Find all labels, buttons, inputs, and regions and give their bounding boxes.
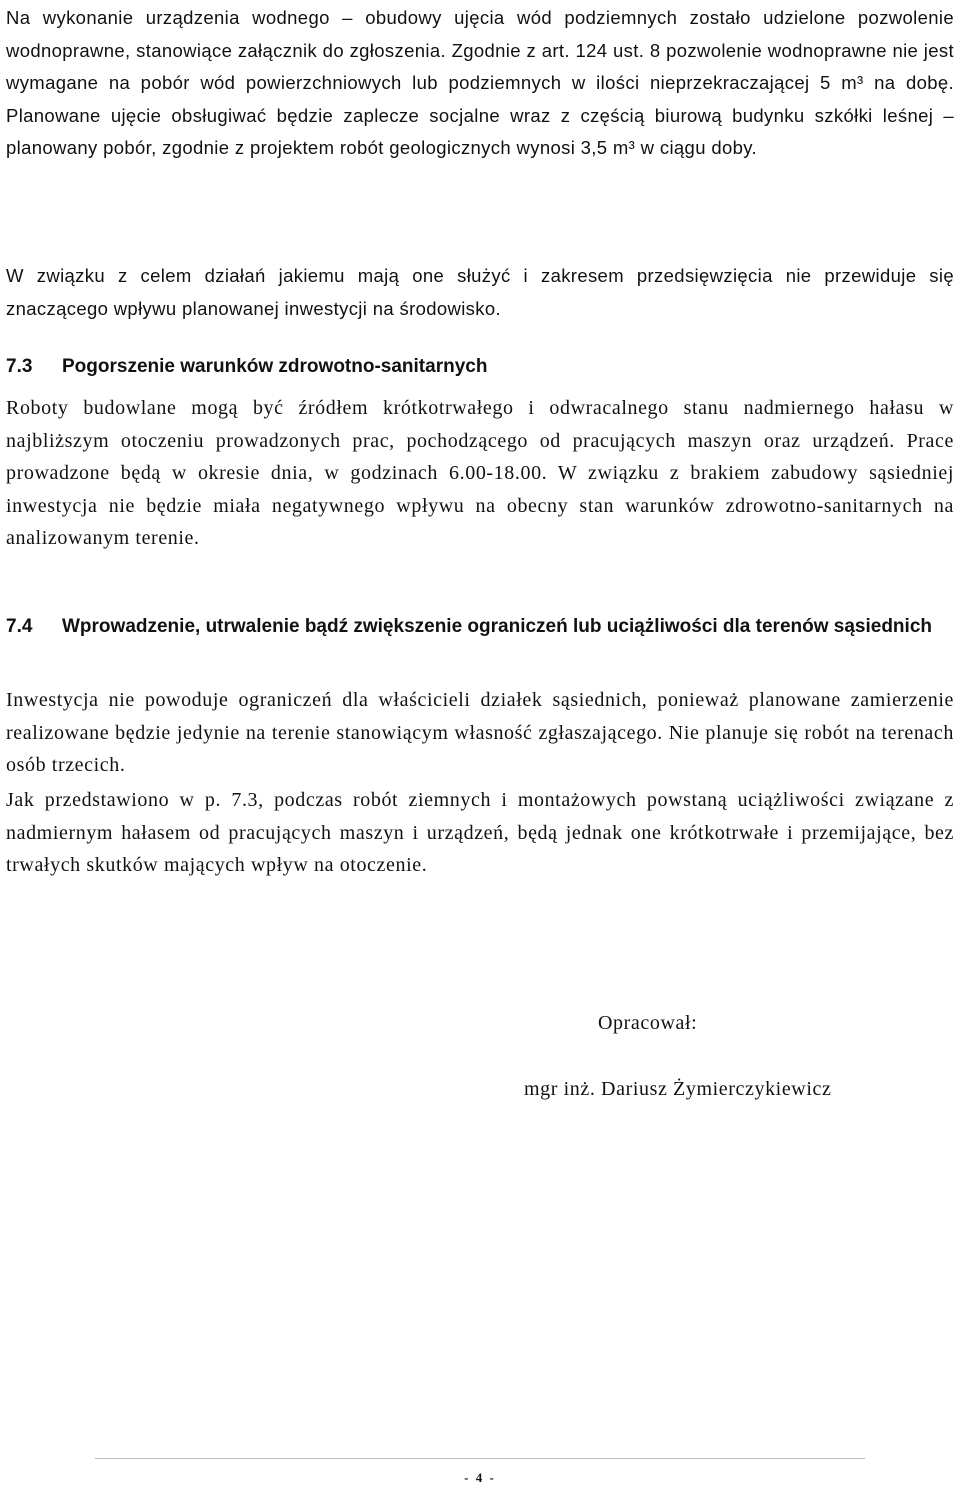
signature-label: Opracował:: [598, 1012, 698, 1034]
section-title: Wprowadzenie, utrwalenie bądź zwiększenie ograniczeń lub uciążliwości dla terenów sąsiednich: [62, 616, 932, 637]
paragraph-construction-noise: Roboty budowlane mogą być źródłem krótkotrwałego i odwracalnego stanu nadmiernego hałasu w najbliższym otoczeniu prowadzonych prac, pochodzącego od pracujących maszyn oraz urządzeń. Prace prowadzone będą w okresie dnia, w godzinach 6.00-18.00. W związku z brakiem zabudowy sąsiedniej inwestycja nie będzie miała negatywnego wpływu na obecny stan warunków zdrowotno-sanitarnych na analizowanym terenie.: [6, 397, 954, 549]
section-title: Pogorszenie warunków zdrowotno-sanitarnych: [62, 356, 488, 377]
paragraph-environmental-impact: W związku z celem działań jakiemu mają one służyć i zakresem przedsięwzięcia nie przewiduje się znaczącego wpływu planowanej inwestycji na środowisko.: [6, 265, 954, 319]
section-number: 7.3: [6, 356, 33, 377]
paragraph-temporary-nuisance: Jak przedstawiono w p. 7.3, podczas robót ziemnych i montażowych powstaną uciążliwości związane z nadmiernym hałasem od pracujących maszyn i urządzeń, będą jednak one krótkotrwałe i przemijające, bez trwałych skutków mających wpływ na otoczenie.: [6, 789, 954, 876]
signature-name: mgr inż. Dariusz Żymierczykiewicz: [524, 1078, 832, 1100]
paragraph-neighbour-restrictions: Inwestycja nie powoduje ograniczeń dla właścicieli działek sąsiednich, ponieważ planowane zamierzenie realizowane będzie jedynie na terenie stanowiącym własność zgłaszającego. Nie planuje się robót na terenach osób trzecich.: [6, 689, 954, 776]
section-heading-7-4: [6, 612, 954, 642]
section-number: 7.4: [6, 616, 33, 637]
section-heading-7-3: [6, 352, 954, 382]
footer-divider: [95, 1458, 865, 1459]
page-number: - 4 -: [464, 1470, 496, 1485]
paragraph-water-permit: Na wykonanie urządzenia wodnego – obudowy ujęcia wód podziemnych zostało udzielone pozwolenie wodnoprawne, stanowiące załącznik do zgłoszenia. Zgodnie z art. 124 ust. 8 pozwolenie wodnoprawne nie jest wymagane na pobór wód powierzchniowych lub podziemnych w ilości nieprzekraczającej 5 m³ na dobę. Planowane ujęcie obsługiwać będzie zaplecze socjalne wraz z częścią biurową budynku szkółki leśnej – planowany pobór, zgodnie z projektem robót geologicznych wynosi 3,5 m³ w ciągu doby.: [6, 7, 954, 158]
